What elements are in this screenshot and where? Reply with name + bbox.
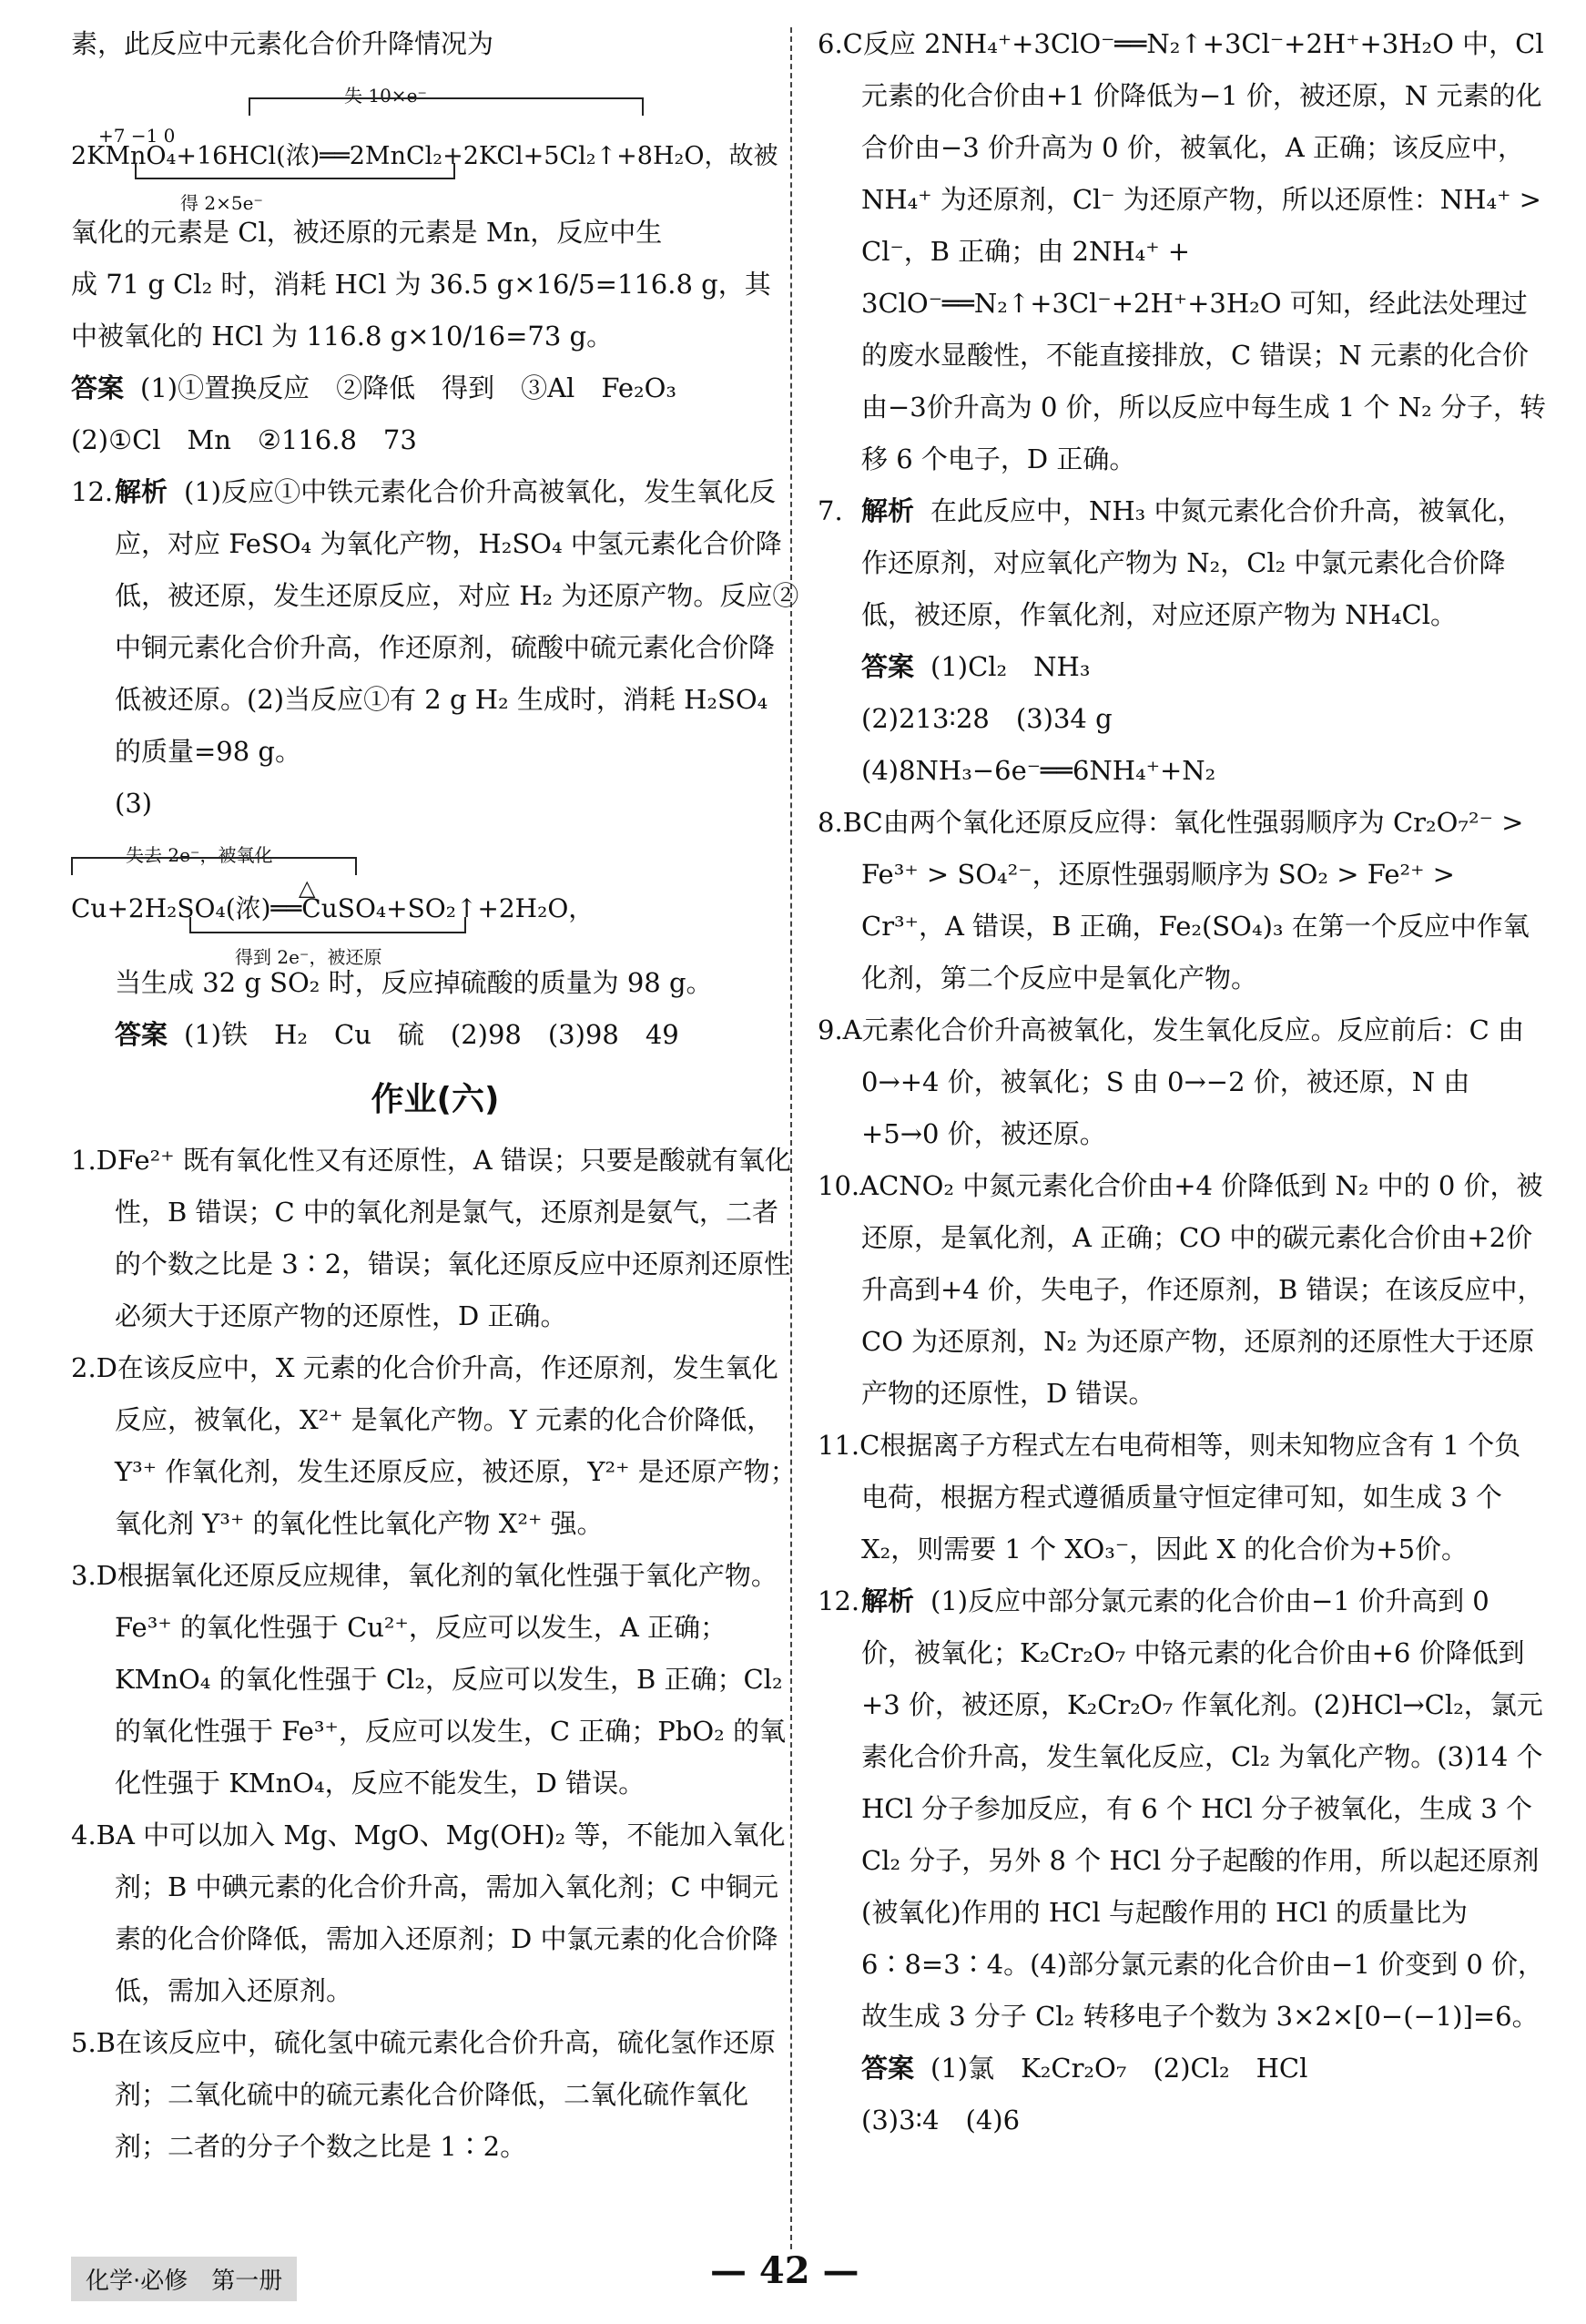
question-12: [71, 466, 799, 778]
analysis-label: 解析: [861, 1585, 915, 1616]
answer-12r-line-2: (3)3∶4 (4)6: [861, 2105, 1021, 2135]
item-10: [818, 1160, 1546, 1420]
item-text: 在此反应中，NH₃ 中氮元素化合价升高，被氧化，作还原剂，对应氧化产物为 N₂，Cl₂ 中氯元素化合价降低，被还原，作氧化剂，对应还原产物为 NH₄Cl。: [861, 495, 1524, 630]
item-text: 根据离子方程式左右电荷相等，则未知物应含有 1 个负电荷，根据方程式遵循质量守恒定律可知，如生成 3 个 X₂，则需要 1 个 XO₃⁻，因此 X 的化合价为+5价。: [861, 1430, 1521, 1565]
item-11: [818, 1420, 1546, 1575]
answer-12r-text-1: (1)氯 K₂Cr₂O₇ (2)Cl₂ HCl: [930, 2053, 1308, 2084]
answer-7-text-1: (1)Cl₂ NH₃: [930, 651, 1091, 682]
explanation-line-1: 氧化的元素是 Cl，被还原的元素是 Mn，反应中生: [71, 217, 663, 248]
item-6: [818, 18, 1546, 485]
item-number: 3.D: [71, 1560, 117, 1591]
item-number: 10.AC: [818, 1170, 900, 1201]
item-number: 4.B: [71, 1819, 116, 1850]
item-number: 11.C: [818, 1430, 880, 1461]
section-title: 作业(六): [371, 1081, 500, 1118]
answer-7-line-3: (4)8NH₃−6e⁻══6NH₄⁺+N₂: [861, 755, 1216, 786]
answer-7-line-2: (2)213∶28 (3)34 g: [861, 703, 1113, 734]
item-number: 12.: [818, 1585, 860, 1616]
eq2-top-label: 失去 2e⁻，被氧化: [126, 844, 273, 866]
eq1-top-label: 失 10×e⁻: [344, 85, 427, 107]
item-8: [818, 797, 1546, 1004]
right-column: [818, 18, 1546, 2146]
explanation-line-2: 成 71 g Cl₂ 时，消耗 HCl 为 36.5 g×16/5=116.8 g，其: [71, 269, 771, 300]
eq1-equation: 2KMnO₄+16HCl(浓)══2MnCl₂+2KCl+5Cl₂↑+8H₂O，故被: [71, 142, 778, 170]
item-text: 在该反应中，硫化氢中硫元素化合价升高，硫化氢作还原剂；二氧化硫中的硫元素化合价降低，二氧化硫作氧化剂；二者的分子个数之比是 1∶2。: [115, 2027, 776, 2162]
answer-label: 答案: [71, 372, 125, 403]
analysis-label: 解析: [115, 476, 168, 507]
item-number: 2.D: [71, 1352, 117, 1383]
eq2-equation: Cu+2H₂SO₄(浓)══CuSO₄+SO₂↑+2H₂O，: [71, 893, 595, 923]
eq2-bottom-label: 得到 2e⁻，被还原: [235, 946, 382, 968]
intro-line: 素，此反应中元素化合价升降情况为: [71, 28, 494, 59]
equation-kmno4: [71, 70, 799, 214]
eq2-heat: △: [299, 875, 316, 901]
item-number: 7.: [818, 495, 843, 526]
answer-label: 答案: [861, 2053, 915, 2084]
item-text: 根据氧化还原反应规律，氧化剂的氧化性强于氧化产物。Fe³⁺ 的氧化性强于 Cu²⁺，反应可以发生，A 正确；KMnO₄ 的氧化性强于 Cl₂，反应可以发生，B 正确；Cl₂ 的氧化性强于 Fe³⁺，反应可以发生，C 正确；PbO₂ 的氧化性强于 KMnO₄，反应不能发生，D 错误。: [115, 1560, 786, 1799]
item-5: [71, 2017, 799, 2173]
explanation-line-3: 中被氧化的 HCl 为 116.8 g×10/16=73 g。: [71, 321, 614, 352]
analysis-label: 解析: [861, 495, 915, 526]
eq1-ox-numbers: +7 −1 0: [98, 125, 176, 147]
answer-12-line: [71, 1009, 799, 1061]
answer-7-line-1: [818, 641, 1546, 693]
left-column: [71, 18, 799, 2173]
answer-12-text: (1)铁 H₂ Cu 硫 (2)98 (3)98 49: [184, 1019, 679, 1050]
item-12: [818, 1575, 1546, 2043]
item-text: 反应 2NH₄⁺+3ClO⁻══N₂↑+3Cl⁻+2H⁺+3H₂O 中，Cl 元素的化合价由+1 价降低为−1 价，被还原，N 元素的化合价由−3 价升高为 0 价，被氧化，A 正确；该反应中，NH₄⁺ 为还原剂，Cl⁻ 为还原产物，所以还原性：NH₄⁺ > Cl⁻，B 正确；由 2NH₄⁺ + 3ClO⁻══N₂↑+3Cl⁻+2H⁺+3H₂O 可知，经此法处理过的废水显酸性，不能直接排放，C 错误；N 元素的化合价由−3价升高为 0 价，所以反应中每生成 1 个 N₂ 分子，转移 6 个电子，D 正确。: [861, 28, 1546, 474]
item-text: 元素化合价升高被氧化，发生氧化反应。反应前后：C 由 0→+4 价，被氧化；S 由 0→−2 价，被还原，N 由+5→0 价，被还原。: [861, 1014, 1525, 1149]
book-label: 化学·必修 第一册: [71, 2257, 297, 2301]
item-number: 6.C: [818, 28, 863, 59]
item-text: Fe²⁺ 既有氧化性又有还原性，A 错误；只要是酸就有氧化性，B 错误；C 中的氧化剂是氯气，还原剂是氨气，二者的个数之比是 3∶2，错误；氧化还原反应中还原剂还原性必须大于还原产物的还原性，D 正确。: [115, 1145, 791, 1331]
item-3: [71, 1550, 799, 1809]
item-text: 由两个氧化还原反应得：氧化性强弱顺序为 Cr₂O₇²⁻ > Fe³⁺ > SO₄²⁻，还原性强弱顺序为 SO₂ > Fe²⁺ > Cr³⁺，A 错误，B 正确，Fe₂(SO₄)₃ 在第一个反应中作氧化剂，第二个反应中是氧化产物。: [861, 807, 1530, 994]
item-number: 5.B: [71, 2027, 116, 2058]
item-4: [71, 1809, 799, 2017]
answer-label: 答案: [861, 651, 915, 682]
item-9: [818, 1004, 1546, 1160]
item-text: 在该反应中，X 元素的化合价升高，作还原剂，发生氧化反应，被氧化，X²⁺ 是氧化产物。Y 元素的化合价降低，Y³⁺ 作氧化剂，发生还原反应，被还原，Y²⁺ 是还原产物；氧化剂 Y³⁺ 的氧化性比氧化产物 X²⁺ 强。: [115, 1352, 797, 1539]
answer-12r-line-1: [818, 2043, 1546, 2095]
item-number: 1.D: [71, 1145, 117, 1176]
eq1-bottom-label: 得 2×5e⁻: [180, 192, 263, 214]
question-number: 12.: [71, 476, 114, 507]
item-number: 9.A: [818, 1014, 862, 1045]
page-number: — 42 —: [710, 2249, 859, 2292]
question-12-text: (1)反应①中铁元素化合价升高被氧化，发生氧化反应，对应 FeSO₄ 为氧化产物，H₂SO₄ 中氢元素化合价降低，被还原，发生还原反应，对应 H₂ 为还原产物。反应②中铜元素化合价升高，作还原剂，硫酸中硫元素化合价降低被还原。(2)当反应①有 2 g H₂ 生成时，消耗 H₂SO₄ 的质量=98 g。: [115, 476, 799, 767]
answer-11-text-1: (1)①置换反应 ②降低 得到 ③Al Fe₂O₃: [140, 372, 677, 403]
question-12-part3: (3): [115, 788, 153, 819]
answer-11-line-2: (2)①Cl Mn ②116.8 73: [71, 424, 417, 455]
item-number: 8.BC: [818, 807, 883, 838]
item-2: [71, 1342, 799, 1550]
item-text: A 中可以加入 Mg、MgO、Mg(OH)₂ 等，不能加入氧化剂；B 中碘元素的化合价升高，需加入氧化剂；C 中铜元素的化合价降低，需加入还原剂；D 中氯元素的化合价降低，需加入还原剂。: [115, 1819, 786, 2006]
item-text: NO₂ 中氮元素化合价由+4 价降低到 N₂ 中的 0 价，被还原，是氧化剂，A 正确；CO 中的碳元素化合价由+2价升高到+4 价，失电子，作还原剂，B 错误；在该反应中，CO 为还原剂，N₂ 为还原产物，还原剂的还原性大于还原产物的还原性，D 错误。: [861, 1170, 1544, 1409]
question-12-after: 当生成 32 g SO₂ 时，反应掉硫酸的质量为 98 g。: [115, 967, 713, 998]
item-text: (1)反应中部分氯元素的化合价由−1 价升高到 0 价，被氧化；K₂Cr₂O₇ 中铬元素的化合价由+6 价降低到+3 价，被还原，K₂Cr₂O₇ 作氧化剂。(2)HCl→Cl₂，氯元素化合价升高，发生氧化反应，Cl₂ 为氧化产物。(3)14 个 HCl 分子参加反应，有 6 个 HCl 分子被氧化，生成 3 个 Cl₂ 分子，另外 8 个 HCl 分子起酸的作用，所以起还原剂(被氧化)作用的 HCl 与起酸作用的 HCl 的质量比为 6∶8=3∶4。(4)部分氯元素的化合价由−1 价变到 0 价，故生成 3 分子 Cl₂ 转移电子个数为 3×2×[0−(−1)]=6。: [861, 1585, 1545, 2032]
item-1: [71, 1135, 799, 1342]
item-7: [818, 485, 1546, 641]
eq1-top-bracket: [249, 97, 644, 116]
equation-cu: [71, 830, 799, 968]
answer-11-line-1: [71, 362, 799, 414]
answer-label: 答案: [115, 1019, 168, 1050]
